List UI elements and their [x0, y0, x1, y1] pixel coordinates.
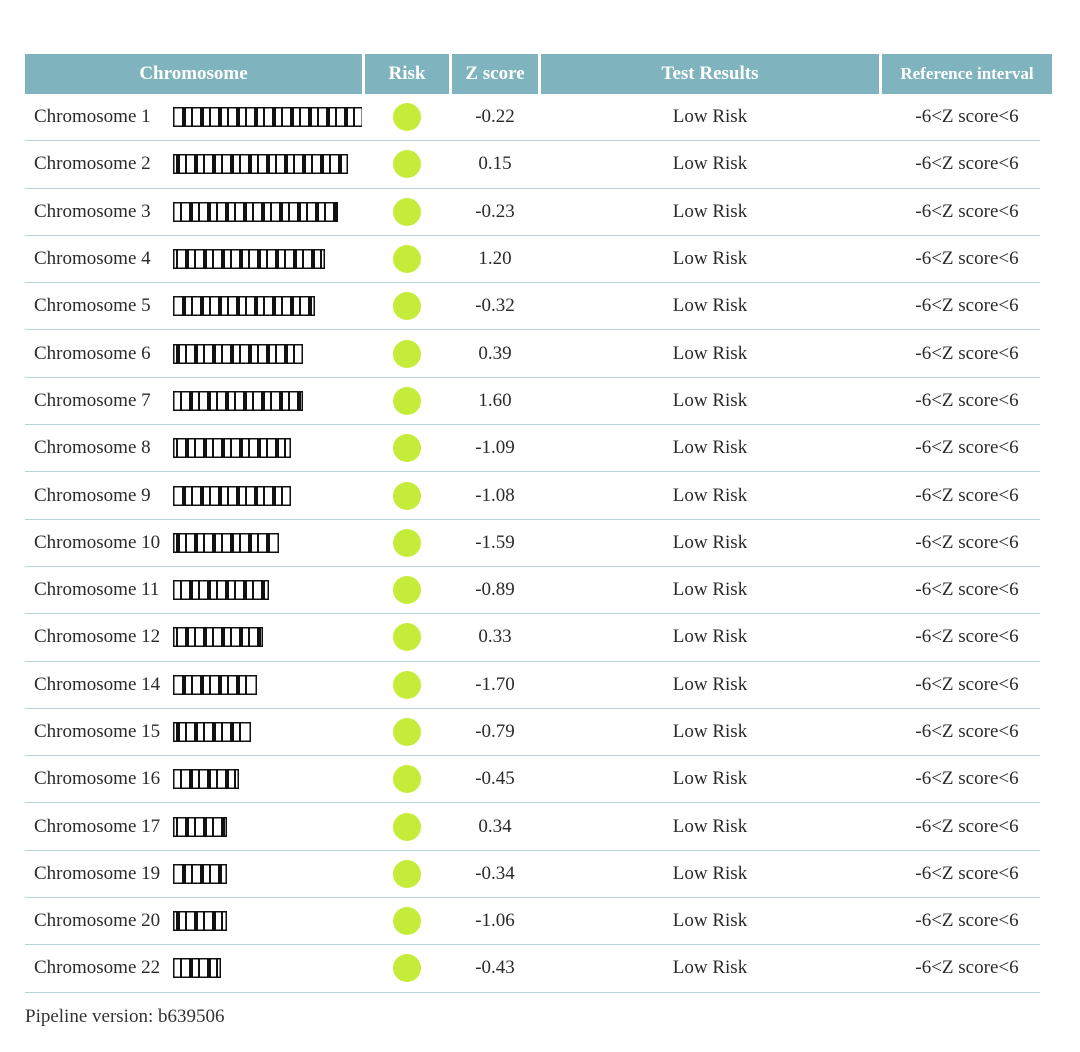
risk-indicator-dot-icon: [393, 907, 421, 935]
z-score-cell: -1.70: [475, 673, 515, 695]
table-row: [25, 189, 1040, 236]
reference-interval-cell: -6<Z score<6: [915, 342, 1019, 364]
test-result-cell: Low Risk: [672, 248, 748, 270]
risk-indicator-dot-icon: [393, 576, 421, 604]
risk-cell: [365, 576, 449, 604]
chromosome-name: Chromosome 19: [34, 862, 161, 884]
z-score-cell: 0.33: [478, 626, 512, 648]
risk-indicator-dot-icon: [393, 765, 421, 793]
chromosome-ideogram-icon: [173, 296, 315, 316]
risk-cell: [365, 150, 449, 178]
reference-interval-cell: -6<Z score<6: [915, 910, 1019, 932]
chromosome-ideogram-icon: [173, 864, 227, 884]
chromosome-ideogram-icon: [173, 769, 239, 789]
z-score-cell: -1.08: [475, 484, 515, 506]
z-score-cell: -0.34: [475, 862, 515, 884]
risk-cell: [365, 245, 449, 273]
chromosome-cell: [25, 957, 362, 979]
chromosome-cell: [25, 248, 362, 270]
chromosome-cell: [25, 201, 362, 223]
reference-interval-cell: -6<Z score<6: [915, 768, 1019, 790]
chromosome-cell: [25, 768, 362, 790]
table-row: [25, 94, 1040, 141]
reference-interval-cell: -6<Z score<6: [915, 531, 1019, 553]
risk-cell: [365, 482, 449, 510]
chromosome-name: Chromosome 11: [34, 579, 160, 601]
chromosome-cell: [25, 579, 362, 601]
chromosome-cell: [25, 153, 362, 175]
z-score-cell: -0.89: [475, 579, 515, 601]
reference-interval-cell: -6<Z score<6: [915, 721, 1019, 742]
z-score-cell: -1.59: [475, 531, 515, 553]
risk-indicator-dot-icon: [393, 671, 421, 699]
chromosome-cell: [25, 295, 362, 317]
chromosome-ideogram-icon: [173, 675, 257, 695]
risk-indicator-dot-icon: [393, 198, 421, 226]
chromosome-ideogram-icon: [173, 154, 348, 174]
test-result-cell: Low Risk: [672, 673, 748, 695]
risk-indicator-dot-icon: [393, 718, 421, 746]
reference-interval-cell: -6<Z score<6: [915, 389, 1019, 411]
table-row: [25, 614, 1040, 661]
chromosome-cell: [25, 674, 362, 696]
test-result-cell: Low Risk: [672, 200, 748, 222]
risk-indicator-dot-icon: [393, 387, 421, 415]
risk-cell: [365, 671, 449, 699]
table-header: [25, 54, 1040, 94]
table-row: [25, 330, 1040, 377]
table-row: [25, 472, 1040, 519]
risk-indicator-dot-icon: [393, 813, 421, 841]
table-row: [25, 756, 1040, 803]
chromosome-name: Chromosome 17: [34, 815, 161, 837]
table-row: [25, 567, 1040, 614]
z-score-cell: 1.20: [478, 248, 512, 270]
z-score-cell: 0.39: [478, 342, 512, 364]
chromosome-cell: [25, 816, 362, 838]
z-score-cell: -0.22: [475, 106, 515, 128]
chromosome-cell: [25, 626, 362, 648]
test-result-cell: Low Risk: [672, 721, 748, 742]
chromosome-ideogram-icon: [173, 958, 221, 978]
table-row: [25, 851, 1040, 898]
risk-cell: [365, 860, 449, 888]
risk-cell: [365, 813, 449, 841]
chromosome-ideogram-icon: [173, 107, 362, 127]
table-row: [25, 945, 1040, 992]
pipeline-version: Pipeline version: b639506: [25, 1006, 225, 1027]
chromosome-ideogram-icon: [173, 722, 251, 742]
table-row: [25, 662, 1040, 709]
table-row: [25, 803, 1040, 850]
chromosome-cell: [25, 343, 362, 365]
test-result-cell: Low Risk: [672, 295, 748, 317]
risk-cell: [365, 292, 449, 320]
table-row: [25, 236, 1040, 283]
table-row: [25, 283, 1040, 330]
test-result-cell: Low Risk: [672, 153, 748, 175]
risk-cell: [365, 198, 449, 226]
chromosome-ideogram-icon: [173, 344, 303, 364]
chromosome-name: Chromosome 12: [34, 626, 161, 648]
chromosome-cell: [25, 437, 362, 459]
chromosome-ideogram-icon: [173, 391, 303, 411]
reference-interval-cell: -6<Z score<6: [915, 957, 1019, 979]
chromosome-name: Chromosome 20: [34, 910, 161, 932]
chromosome-ideogram-icon: [173, 817, 227, 837]
table-body: [25, 94, 1040, 993]
test-result-cell: Low Risk: [672, 437, 748, 459]
reference-interval-cell: -6<Z score<6: [915, 153, 1019, 175]
test-result-cell: Low Risk: [672, 106, 748, 128]
risk-indicator-dot-icon: [393, 245, 421, 273]
z-score-cell: 1.60: [478, 389, 512, 411]
chromosome-ideogram-icon: [173, 202, 338, 222]
test-result-cell: Low Risk: [672, 957, 748, 979]
z-score-cell: 0.34: [478, 815, 512, 837]
reference-interval-cell: -6<Z score<6: [915, 484, 1019, 506]
chromosome-name: Chromosome 3: [34, 200, 151, 222]
test-result-cell: Low Risk: [672, 579, 748, 601]
risk-cell: [365, 103, 449, 131]
risk-cell: [365, 387, 449, 415]
chromosome-ideogram-icon: [173, 486, 291, 506]
test-result-cell: Low Risk: [672, 910, 748, 932]
test-result-cell: Low Risk: [672, 484, 748, 506]
chromosome-name: Chromosome 8: [34, 437, 151, 459]
z-score-cell: -1.06: [475, 910, 515, 932]
risk-indicator-dot-icon: [393, 340, 421, 368]
risk-indicator-dot-icon: [393, 623, 421, 651]
risk-cell: [365, 623, 449, 651]
risk-cell: [365, 765, 449, 793]
header-test-results: Test Results: [541, 54, 879, 94]
test-result-cell: Low Risk: [672, 768, 748, 790]
chromosome-name: Chromosome 10: [34, 531, 161, 553]
chromosome-cell: [25, 106, 362, 128]
chromosome-ideogram-icon: [173, 438, 291, 458]
z-score-cell: -0.23: [475, 200, 515, 222]
table-row: [25, 141, 1040, 188]
chromosome-results-table: [25, 54, 1040, 993]
chromosome-cell: [25, 390, 362, 412]
risk-cell: [365, 340, 449, 368]
chromosome-cell: [25, 721, 362, 743]
risk-cell: [365, 529, 449, 557]
header-chromosome: Chromosome: [25, 54, 362, 94]
risk-indicator-dot-icon: [393, 954, 421, 982]
risk-indicator-dot-icon: [393, 860, 421, 888]
risk-indicator-dot-icon: [393, 529, 421, 557]
chromosome-ideogram-icon: [173, 580, 269, 600]
reference-interval-cell: -6<Z score<6: [915, 106, 1019, 128]
chromosome-ideogram-icon: [173, 533, 279, 553]
risk-cell: [365, 954, 449, 982]
z-score-cell: -0.43: [475, 957, 515, 979]
chromosome-name: Chromosome 22: [34, 957, 161, 979]
risk-indicator-dot-icon: [393, 434, 421, 462]
table-row: [25, 898, 1040, 945]
chromosome-ideogram-icon: [173, 627, 263, 647]
chromosome-name: Chromosome 6: [34, 342, 151, 364]
risk-indicator-dot-icon: [393, 292, 421, 320]
chromosome-name: Chromosome 4: [34, 248, 151, 270]
chromosome-cell: [25, 485, 362, 507]
test-result-cell: Low Risk: [672, 531, 748, 553]
chromosome-name: Chromosome 7: [34, 389, 151, 411]
z-score-cell: -0.79: [475, 721, 515, 742]
chromosome-cell: [25, 863, 362, 885]
reference-interval-cell: -6<Z score<6: [915, 437, 1019, 459]
z-score-cell: 0.15: [478, 153, 512, 175]
z-score-cell: -0.32: [475, 295, 515, 317]
table-row: [25, 378, 1040, 425]
chromosome-name: Chromosome 9: [34, 484, 151, 506]
reference-interval-cell: -6<Z score<6: [915, 248, 1019, 270]
test-result-cell: Low Risk: [672, 342, 748, 364]
reference-interval-cell: -6<Z score<6: [915, 626, 1019, 648]
risk-cell: [365, 434, 449, 462]
test-result-cell: Low Risk: [672, 815, 748, 837]
chromosome-name: Chromosome 2: [34, 153, 151, 175]
table-row: [25, 425, 1040, 472]
z-score-cell: -0.45: [475, 768, 515, 790]
table-row: [25, 520, 1040, 567]
reference-interval-cell: -6<Z score<6: [915, 579, 1019, 601]
risk-indicator-dot-icon: [393, 482, 421, 510]
chromosome-name: Chromosome 5: [34, 295, 151, 317]
header-reference-interval: Reference interval: [882, 54, 1052, 94]
z-score-cell: -1.09: [475, 437, 515, 459]
chromosome-ideogram-icon: [173, 249, 325, 269]
test-result-cell: Low Risk: [672, 626, 748, 648]
reference-interval-cell: -6<Z score<6: [915, 862, 1019, 884]
chromosome-name: Chromosome 16: [34, 768, 161, 790]
risk-cell: [365, 907, 449, 935]
reference-interval-cell: -6<Z score<6: [915, 200, 1019, 222]
chromosome-name: Chromosome 15: [34, 721, 161, 742]
test-result-cell: Low Risk: [672, 862, 748, 884]
risk-indicator-dot-icon: [393, 150, 421, 178]
reference-interval-cell: -6<Z score<6: [915, 295, 1019, 317]
header-risk: Risk: [365, 54, 449, 94]
chromosome-ideogram-icon: [173, 911, 227, 931]
test-result-cell: Low Risk: [672, 389, 748, 411]
chromosome-name: Chromosome 1: [34, 106, 151, 128]
table-row: [25, 709, 1040, 756]
risk-cell: [365, 718, 449, 746]
chromosome-cell: [25, 532, 362, 554]
chromosome-name: Chromosome 14: [34, 673, 161, 695]
risk-indicator-dot-icon: [393, 103, 421, 131]
reference-interval-cell: -6<Z score<6: [915, 815, 1019, 837]
header-zscore: Z score: [452, 54, 538, 94]
reference-interval-cell: -6<Z score<6: [915, 673, 1019, 695]
chromosome-cell: [25, 910, 362, 932]
